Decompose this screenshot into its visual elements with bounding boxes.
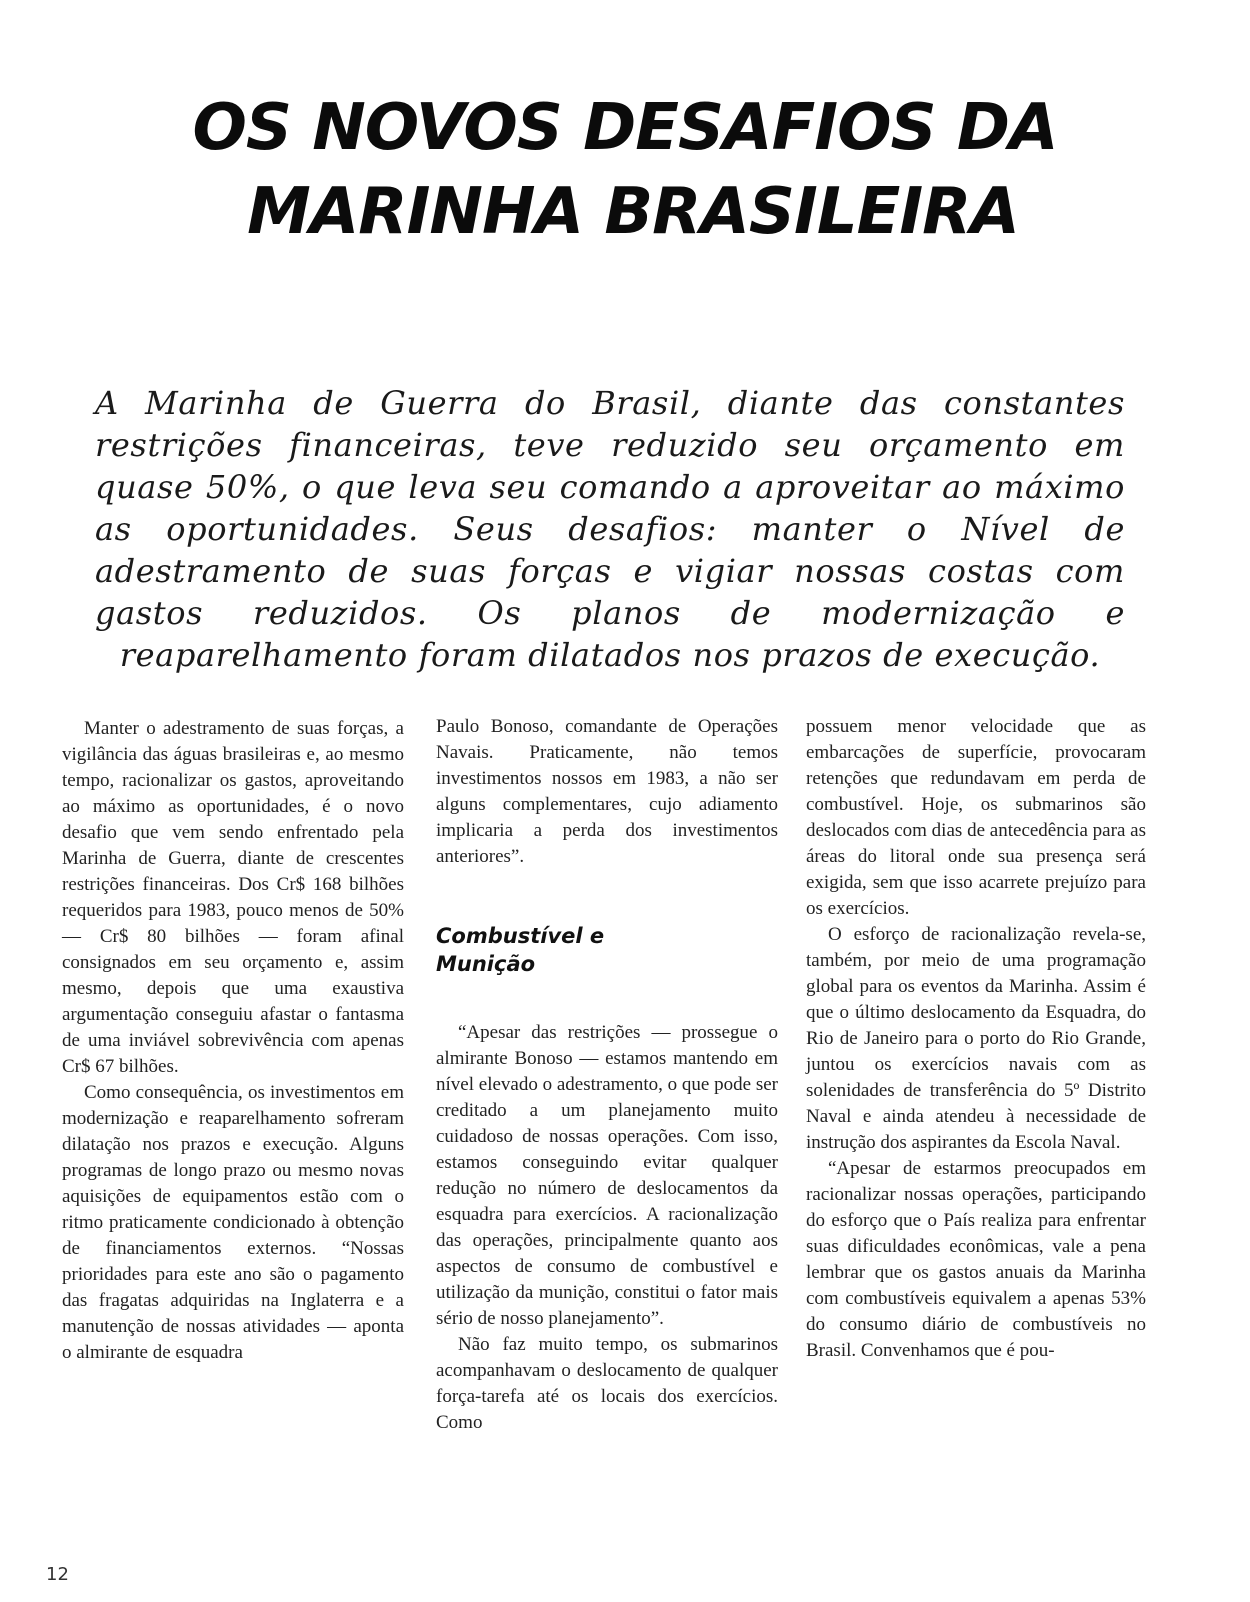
section-subhead	[436, 922, 778, 978]
col2-paragraph-1: Paulo Bonoso, comandante de Operações Navais. Praticamente, não temos investimentos nossos em 1983, a não ser alguns complementares, cujo adiamento implicaria a perda dos investimentos anteriores”.	[436, 716, 778, 867]
text-column-3	[806, 714, 1146, 1364]
text-column-1	[62, 716, 404, 1366]
col1-paragraph-1: Manter o adestramento de suas forças, a vigilância das águas brasileiras e, ao mesmo tempo, racionalizar os gastos, aproveitando ao máximo as oportunidades, é o novo desafio que vem sendo enfrentado pela Marinha de Guerra, diante de crescentes restrições financeiras. Dos Cr$ 168 bilhões requeridos para 1983, pouco menos de 50% — Cr$ 80 bilhões — foram afinal consignados em seu orçamento e, assim mesmo, depois que uma exaustiva argumentação conseguiu afastar o fantasma de uma inviável sobrevivência com apenas Cr$ 67 bilhões.	[62, 718, 404, 1077]
col3-paragraph-1: possuem menor velocidade que as embarcações de superfície, provocaram retenções que redundavam em perda de combustível. Hoje, os submarinos são deslocados com dias de antecedência para as áreas do litoral onde sua presença será exigida, sem que isso acarrete prejuízo para os exercícios.	[806, 716, 1146, 919]
col3-paragraph-3: “Apesar de estarmos preocupados em racionalizar nossas operações, participando do esforço que o País realiza para enfrentar suas dificuldades econômicas, vale a pena lembrar que os gastos anuais da Marinha com combustíveis equivalem a apenas 53% do consumo diário de combustíveis no Brasil. Convenhamos que é pou-	[806, 1158, 1146, 1361]
article-title-line-2: MARINHA BRASILEIRA	[247, 175, 1019, 249]
page-number: 12	[46, 1564, 69, 1585]
col1-paragraph-2: Como consequência, os investimentos em modernização e reaparelhamento sofreram dilatação nos prazos e execução. Alguns programas de longo prazo ou mesmo novas aquisições de equipamentos estão com o ritmo praticamente condicionado à obtenção de financiamentos externos. “Nossas prioridades para este ano são o pagamento das fragatas adquiridas na Inglaterra e a manutenção de nossas atividades — aponta o almirante de esquadra	[62, 1082, 404, 1363]
article-title-line-1: OS NOVOS DESAFIOS DA	[192, 91, 1058, 165]
subhead-line-2: Munição	[436, 952, 536, 976]
text-column-2	[436, 714, 778, 1436]
article-lede: A Marinha de Guerra do Brasil, diante das constantes restrições financeiras, teve reduzido seu orçamento em quase 50%, o que leva seu comando a aproveitar ao máximo as oportunidades. Seus desafios: manter o Nível de adestramento de suas forças e vigiar nossas costas com gastos reduzidos. Os planos de modernização e reaparelhamento foram dilatados nos prazos de execução.	[95, 384, 1125, 674]
col3-paragraph-2: O esforço de racionalização revela-se, também, por meio de uma programação global para os eventos da Marinha. Assim é que o último deslocamento da Esquadra, do Rio de Janeiro para o porto do Rio Grande, juntou os exercícios navais com as solenidades de transferência do 5º Distrito Naval e ainda atendeu à necessidade de instrução dos aspirantes da Escola Naval.	[806, 924, 1146, 1153]
col2-paragraph-2: “Apesar das restrições — prossegue o almirante Bonoso — estamos mantendo em nível elevado o adestramento, o que pode ser creditado a um planejamento muito cuidadoso de nossas operações. Com isso, estamos conseguindo evitar qualquer redução no número de deslocamentos da esquadra para exercícios. A racionalização das operações, principalmente quanto aos aspectos de consumo de combustível e utilização da munição, constitui o fator mais sério de nosso planejamento”.	[436, 1022, 778, 1329]
subhead-line-1: Combustível e	[436, 924, 605, 948]
col2-paragraph-3: Não faz muito tempo, os submarinos acompanhavam o deslocamento de qualquer força-tarefa até os locais dos exercícios. Como	[436, 1334, 778, 1433]
